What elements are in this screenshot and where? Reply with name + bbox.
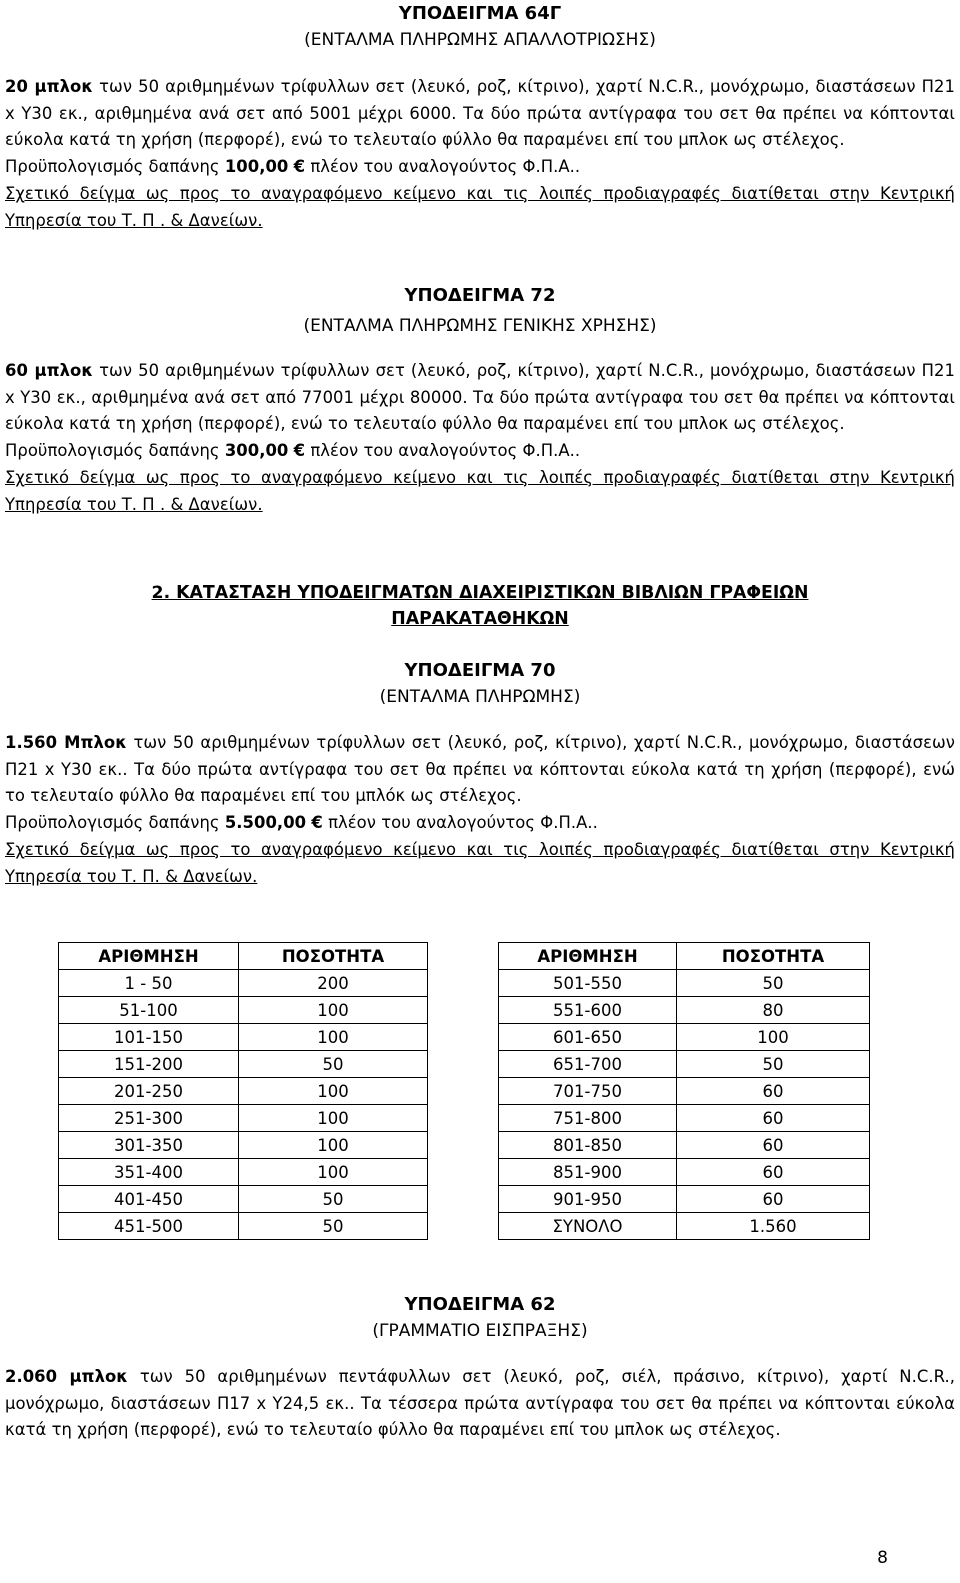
- numbering-table-left: [58, 942, 428, 1240]
- quantity-cell: 100: [239, 1024, 428, 1051]
- table-row: [59, 1213, 428, 1240]
- header-numbering: ΑΡΙΘΜΗΣΗ: [59, 943, 239, 970]
- numbering-cell: 151-200: [59, 1051, 239, 1078]
- numbering-table-right: [498, 942, 870, 1240]
- s62-quantity: 2.060 μπλοκ: [5, 1367, 128, 1386]
- table-header-row: [59, 943, 428, 970]
- s64-budget: [5, 154, 955, 181]
- numbering-cell: 501-550: [499, 970, 677, 997]
- table-row: [59, 1186, 428, 1213]
- quantity-cell: 50: [677, 1051, 870, 1078]
- numbering-cell: 601-650: [499, 1024, 677, 1051]
- table-row: [59, 1024, 428, 1051]
- s64-sample-note: Σχετικό δείγμα ως προς το αναγραφόμενο κείμενο και τις λοιπές προδιαγραφές διατίθεται στην Κεντρική Υπηρεσία του Τ. Π . & Δανείων.: [5, 183, 955, 230]
- s70-budget: [5, 810, 955, 837]
- quantity-cell: 50: [239, 1051, 428, 1078]
- header-quantity: ΠΟΣΟΤΗΤΑ: [677, 943, 870, 970]
- quantity-cell: 50: [239, 1186, 428, 1213]
- table-row: [59, 997, 428, 1024]
- s62-subtitle: (ΓΡΑΜΜΑΤΙΟ ΕΙΣΠΡΑΞΗΣ): [372, 1321, 588, 1341]
- section-2-title-line2: ΠΑΡΑΚΑΤΑΘΗΚΩΝ: [391, 609, 569, 629]
- euro-icon: €: [293, 441, 306, 461]
- numbering-cell: 351-400: [59, 1159, 239, 1186]
- s64-budget-label: Προϋπολογισμός δαπάνης: [5, 157, 225, 177]
- s72-description: [5, 358, 955, 438]
- numbering-cell: 251-300: [59, 1105, 239, 1132]
- numbering-cell: 51-100: [59, 997, 239, 1024]
- numbering-cell: 901-950: [499, 1186, 677, 1213]
- numbering-cell: 651-700: [499, 1051, 677, 1078]
- s70-quantity: 1.560 Μπλοκ: [5, 733, 127, 752]
- quantity-cell: 60: [677, 1132, 870, 1159]
- table-row: [499, 1132, 870, 1159]
- quantity-cell: 100: [239, 1159, 428, 1186]
- s72-sample-note: Σχετικό δείγμα ως προς το αναγραφόμενο κείμενο και τις λοιπές προδιαγραφές διατίθεται στην Κεντρική Υπηρεσία του Τ. Π . & Δανείων.: [5, 467, 955, 514]
- table-row: [499, 1159, 870, 1186]
- numbering-cell: 851-900: [499, 1159, 677, 1186]
- table-row: [59, 1051, 428, 1078]
- numbering-cell: 801-850: [499, 1132, 677, 1159]
- numbering-cell: 401-450: [59, 1186, 239, 1213]
- s64-subtitle: (ΕΝΤΑΛΜΑ ΠΛΗΡΩΜΗΣ ΑΠΑΛΛΟΤΡΙΩΣΗΣ): [304, 30, 656, 50]
- quantity-cell: 200: [239, 970, 428, 997]
- table-row: [59, 1159, 428, 1186]
- s70-budget-label: Προϋπολογισμός δαπάνης: [5, 813, 225, 833]
- s72-budget: [5, 438, 955, 465]
- table-row: [59, 1105, 428, 1132]
- header-quantity: ΠΟΣΟΤΗΤΑ: [239, 943, 428, 970]
- quantity-cell: 60: [677, 1159, 870, 1186]
- section-62: [5, 1292, 955, 1444]
- table-row: [499, 970, 870, 997]
- numbering-cell: 551-600: [499, 997, 677, 1024]
- section-2-heading: [5, 580, 955, 632]
- quantity-cell: 100: [239, 997, 428, 1024]
- s72-title: ΥΠΟΔΕΙΓΜΑ 72: [404, 285, 556, 306]
- euro-icon: €: [293, 157, 306, 177]
- numbering-cell: 301-350: [59, 1132, 239, 1159]
- s64-budget-suffix: πλέον του αναλογούντος Φ.Π.Α..: [305, 157, 581, 177]
- s62-text: των 50 αριθμημένων πεντάφυλλων σετ (λευκό, ροζ, σιέλ, πράσινο, κίτρινο), χαρτί N.C.R., μονόχρωμο, διαστάσεων Π17 x Υ24,5 εκ.. Τα τέσσερα πρώτα αντίγραφα του σετ θα πρέπει να κόπτονται εύκολα κατά τη χρήση (περφορέ), ενώ το τελευταίο φύλλο θα παραμένει επί του μπλοκ ως στέλεχος.: [5, 1367, 956, 1440]
- s70-title: ΥΠΟΔΕΙΓΜΑ 70: [404, 660, 556, 681]
- quantity-cell: 100: [239, 1132, 428, 1159]
- header-numbering: ΑΡΙΘΜΗΣΗ: [499, 943, 677, 970]
- numbering-cell: 201-250: [59, 1078, 239, 1105]
- quantity-cell: 60: [677, 1105, 870, 1132]
- quantity-cell: 100: [239, 1078, 428, 1105]
- table-row: [59, 1078, 428, 1105]
- numbering-cell: 451-500: [59, 1213, 239, 1240]
- table-row: [499, 1024, 870, 1051]
- s70-sample-note: Σχετικό δείγμα ως προς το αναγραφόμενο κείμενο και τις λοιπές προδιαγραφές διατίθεται στην Κεντρική Υπηρεσία του Τ. Π. & Δανείων.: [5, 839, 955, 886]
- s70-budget-amount: 5.500,00: [224, 813, 307, 833]
- quantity-cell: 1.560: [677, 1213, 870, 1240]
- s64-title: ΥΠΟΔΕΙΓΜΑ 64Γ: [398, 3, 562, 24]
- table-row: [59, 1132, 428, 1159]
- s64-text: των 50 αριθμημένων τρίφυλλων σετ (λευκό, ροζ, κίτρινο), χαρτί N.C.R., μονόχρωμο, διαστάσεων Π21 x Υ30 εκ., αριθμημένα ανά σετ από 5001 μέχρι 6000. Τα δύο πρώτα αντίγραφα του σετ θα πρέπει να κόπτονται εύκολα κατά τη χρήση (περφορέ), ενώ το τελευταίο φύλλο θα παραμένει επί του μπλοκ ως στέλεχος.: [5, 77, 955, 150]
- quantity-cell: 60: [677, 1186, 870, 1213]
- table-row: [499, 1051, 870, 1078]
- s72-subtitle: (ΕΝΤΑΛΜΑ ΠΛΗΡΩΜΗΣ ΓΕΝΙΚΗΣ ΧΡΗΣΗΣ): [303, 316, 657, 336]
- section-64g: [5, 0, 955, 234]
- numbering-cell: 101-150: [59, 1024, 239, 1051]
- section-72: [5, 283, 955, 518]
- s70-text: των 50 αριθμημένων τρίφυλλων σετ (λευκό, ροζ, κίτρινο), χαρτί N.C.R., μονόχρωμο, διαστάσεων Π21 x Υ30 εκ.. Τα δύο πρώτα αντίγραφα του σετ θα πρέπει να κόπτονται εύκολα κατά τη χρήση (περφορέ), ενώ το τελευταίο φύλλο θα παραμένει επί του μπλόκ ως στέλεχος.: [5, 733, 955, 806]
- quantity-cell: 100: [677, 1024, 870, 1051]
- s72-budget-label: Προϋπολογισμός δαπάνης: [5, 441, 225, 461]
- s64-quantity: 20 μπλοκ: [5, 77, 94, 96]
- s72-budget-suffix: πλέον του αναλογούντος Φ.Π.Α..: [305, 441, 581, 461]
- section-2-title-line1: 2. ΚΑΤΑΣΤΑΣΗ ΥΠΟΔΕΙΓΜΑΤΩΝ ΔΙΑΧΕΙΡΙΣΤΙΚΩΝ ΒΙΒΛΙΩΝ ΓΡΑΦΕΙΩΝ: [151, 583, 809, 603]
- table-header-row: [499, 943, 870, 970]
- s62-description: [5, 1364, 955, 1444]
- quantity-cell: 50: [677, 970, 870, 997]
- s70-description: [5, 730, 955, 810]
- quantity-cell: 80: [677, 997, 870, 1024]
- table-row: [499, 1213, 870, 1240]
- numbering-cell: 1 - 50: [59, 970, 239, 997]
- section-70: [5, 658, 955, 890]
- table-row: [499, 997, 870, 1024]
- quantity-cell: 50: [239, 1213, 428, 1240]
- s72-text: των 50 αριθμημένων τρίφυλλων σετ (λευκό, ροζ, κίτρινο), χαρτί N.C.R., μονόχρωμο, διαστάσεων Π21 x Υ30 εκ., αριθμημένα ανά σετ από 77001 μέχρι 80000. Τα δύο πρώτα αντίγραφα του σετ θα πρέπει να κόπτονται εύκολα κατά τη χρήση (περφορέ), ενώ το τελευταίο φύλλο θα παραμένει επί του μπλοκ ως στέλεχος.: [5, 361, 955, 434]
- numbering-cell: 751-800: [499, 1105, 677, 1132]
- table-row: [499, 1078, 870, 1105]
- quantity-cell: 60: [677, 1078, 870, 1105]
- s70-budget-suffix: πλέον του αναλογούντος Φ.Π.Α..: [322, 813, 598, 833]
- numbering-cell: 701-750: [499, 1078, 677, 1105]
- page-number: 8: [877, 1548, 888, 1568]
- table-row: [499, 1186, 870, 1213]
- s64-description: [5, 74, 955, 154]
- s62-title: ΥΠΟΔΕΙΓΜΑ 62: [404, 1294, 556, 1315]
- s70-subtitle: (ΕΝΤΑΛΜΑ ΠΛΗΡΩΜΗΣ): [379, 687, 581, 707]
- s72-quantity: 60 μπλοκ: [5, 361, 94, 380]
- numbering-cell: ΣΥΝΟΛΟ: [499, 1213, 677, 1240]
- s64-budget-amount: 100,00: [224, 157, 289, 177]
- euro-icon: €: [311, 813, 323, 833]
- table-row: [499, 1105, 870, 1132]
- quantity-cell: 100: [239, 1105, 428, 1132]
- table-row: [59, 970, 428, 997]
- s72-budget-amount: 300,00: [224, 441, 289, 461]
